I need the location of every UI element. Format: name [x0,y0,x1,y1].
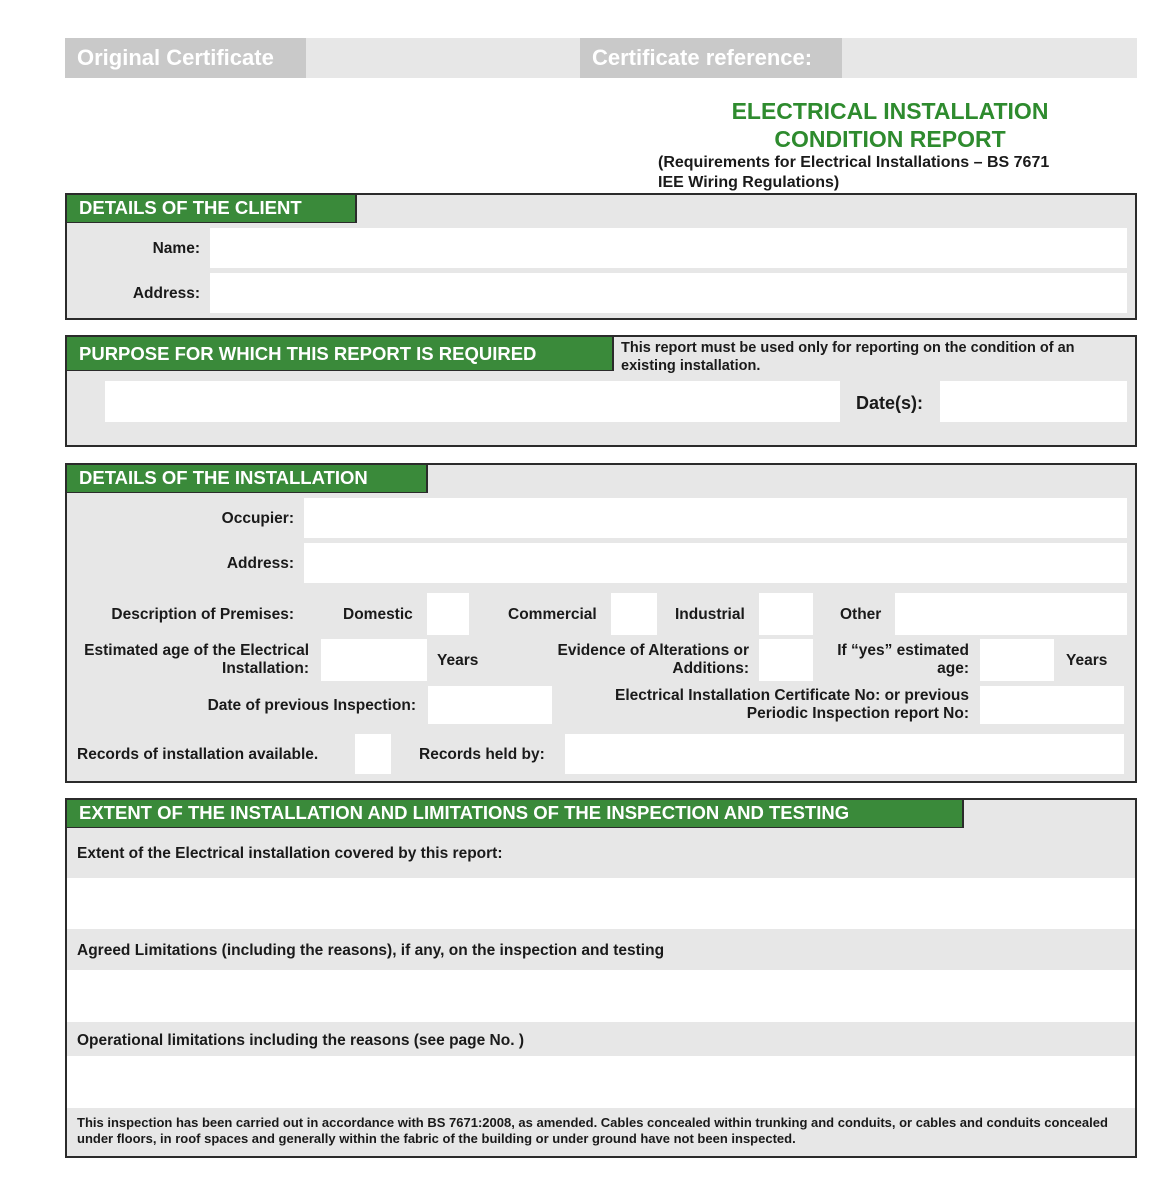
agreed-limitations-label: Agreed Limitations (including the reasons), if any, on the inspection and testing [77,942,665,959]
certificate-number-line2: Periodic Inspection report No: [746,705,969,722]
records-available-label: Records of installation available. [77,746,319,763]
dates-field[interactable] [940,381,1127,422]
commercial-label: Commercial [508,606,597,623]
extent-section-heading: EXTENT OF THE INSTALLATION AND LIMITATIONS OF THE INSPECTION AND TESTING [67,800,964,828]
if-yes-age-label [819,642,969,678]
extent-label: Extent of the Electrical installation covered by this report: [77,845,503,862]
purpose-note: This report must be used only for reporting on the condition of an existing installation. [621,340,1075,374]
estimated-age-label [67,642,309,678]
installation-address-label: Address: [226,555,294,572]
client-name-label: Name: [152,240,200,257]
previous-inspection-field[interactable] [428,686,552,724]
records-held-by-field[interactable] [565,734,1124,774]
certificate-number-label [567,687,969,723]
installation-section [65,463,1137,783]
certificate-reference-label: Certificate reference: [580,38,842,78]
purpose-section-heading: PURPOSE FOR WHICH THIS REPORT IS REQUIRED [67,337,614,371]
previous-inspection-label: Date of previous Inspection: [207,697,416,714]
years-label-2: Years [1066,652,1108,669]
installation-address-field[interactable] [304,543,1127,583]
estimated-age-line2: Installation: [222,660,309,677]
report-title-line2: CONDITION REPORT [774,126,1006,152]
certificate-reference-field[interactable] [842,38,1137,78]
client-name-field[interactable] [210,228,1127,268]
domestic-checkbox[interactable] [427,593,469,635]
client-section [65,193,1137,320]
subtitle-line1: (Requirements for Electrical Installations – BS 7671 [658,154,1050,171]
occupier-label: Occupier: [221,510,294,527]
extent-field[interactable] [67,878,1135,929]
years-label-1: Years [437,652,479,669]
commercial-checkbox[interactable] [611,593,657,635]
alterations-line1: Evidence of Alterations or [557,642,749,659]
client-address-label: Address: [132,285,200,302]
estimated-age-line1: Estimated age of the Electrical [84,642,309,659]
installation-section-heading: DETAILS OF THE INSTALLATION [67,465,428,493]
operational-limitations-field[interactable] [67,1056,1135,1108]
alterations-checkbox[interactable] [759,639,813,681]
estimated-age-field[interactable] [321,639,427,681]
inspection-footer-note: This inspection has been carried out in accordance with BS 7671:2008, as amended. Cables concealed within trunking and conduits, or cables and conduits concealed under floors, in roof spaces and generally within the fabric of the building or under ground have not been inspected. [77,1115,1108,1146]
operational-limitations-label: Operational limitations including the reasons (see page No. ) [77,1032,524,1049]
occupier-field[interactable] [304,498,1127,538]
records-available-checkbox[interactable] [355,734,391,774]
industrial-checkbox[interactable] [759,593,813,635]
certificate-number-line1: Electrical Installation Certificate No: or previous [614,687,969,704]
report-title-line1: ELECTRICAL INSTALLATION [731,98,1049,124]
if-yes-line2: age: [937,660,969,677]
client-address-field[interactable] [210,273,1127,313]
alterations-label [527,642,749,678]
domestic-label: Domestic [343,606,413,623]
purpose-section [65,335,1137,447]
industrial-label: Industrial [675,606,745,623]
subtitle-line2: IEE Wiring Regulations) [658,174,840,191]
purpose-field[interactable] [105,381,840,422]
original-certificate-label: Original Certificate [65,38,306,78]
certificate-number-field[interactable] [980,686,1124,724]
other-field[interactable] [895,593,1127,635]
alterations-line2: Additions: [672,660,749,677]
if-yes-age-field[interactable] [980,639,1054,681]
client-section-heading: DETAILS OF THE CLIENT [67,195,357,223]
records-held-by-label: Records held by: [419,746,545,763]
agreed-limitations-field[interactable] [67,970,1135,1022]
premises-label: Description of Premises: [111,606,294,623]
other-label: Other [840,606,882,623]
extent-section [65,798,1137,1158]
report-subtitle [658,153,1138,193]
if-yes-line1: If “yes” estimated [837,642,969,659]
dates-label: Date(s): [856,393,924,413]
